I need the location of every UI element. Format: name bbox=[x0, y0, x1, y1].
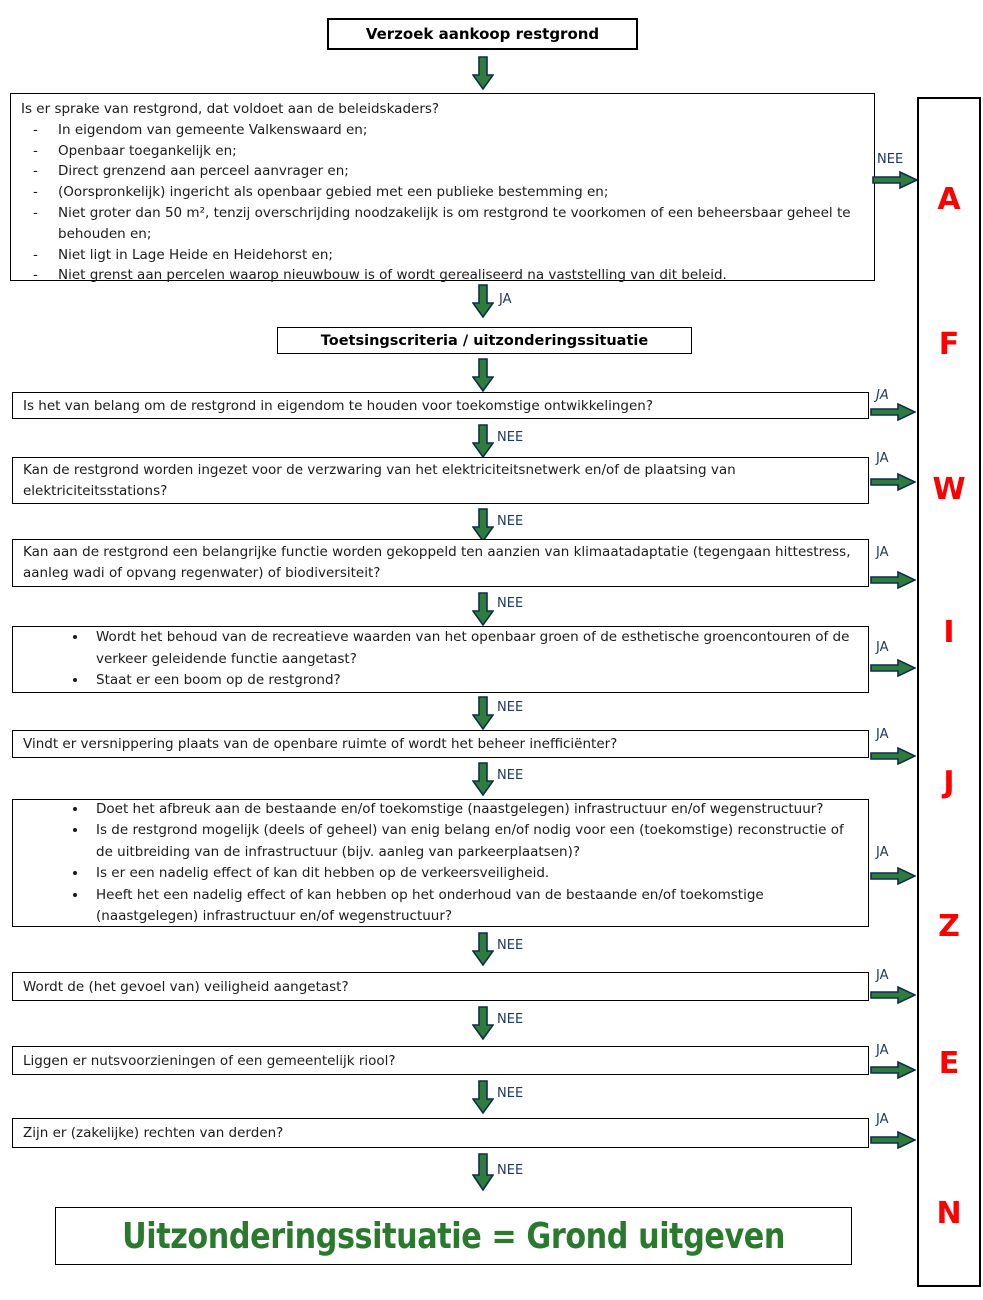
ja-label: JA bbox=[876, 968, 889, 983]
right-arrow-icon bbox=[870, 866, 916, 886]
reject-letter-a: A bbox=[937, 182, 961, 217]
down-arrow-icon bbox=[472, 932, 494, 966]
down-arrow-icon bbox=[472, 284, 494, 318]
question-box-1 bbox=[12, 392, 869, 419]
question-text: Is het van belang om de restgrond in eigendom te houden voor toekomstige ontwikkelingen? bbox=[23, 397, 653, 414]
down-arrow-icon bbox=[472, 696, 494, 730]
question-box-4 bbox=[12, 626, 869, 693]
bullet-item: • Is de restgrond mogelijk (deels of geheel) van enig belang en/of nodig voor een (toekomstige) reconstructie of de uitbreiding van de infrastructuur (bijv. aanleg van parkeerplaatsen)? bbox=[88, 820, 862, 863]
question-text: Kan de restgrond worden ingezet voor de verzwaring van het elektriciteitsnetwerk en/of de plaatsing van elektriciteitsstations? bbox=[23, 461, 736, 499]
right-arrow-icon bbox=[870, 746, 916, 766]
start-box-label: Verzoek aankoop restgrond bbox=[365, 25, 600, 43]
ja-label: JA bbox=[876, 640, 889, 655]
nee-label: NEE bbox=[497, 938, 524, 953]
bullet-item: • Is er een nadelig effect of kan dit hebben op de verkeersveiligheid. bbox=[88, 863, 862, 885]
criteria-item: - In eigendom van gemeente Valkenswaard en; bbox=[21, 120, 864, 141]
ja-label: JA bbox=[876, 1043, 889, 1058]
question-box-2 bbox=[12, 457, 869, 504]
bullet-item: • Wordt het behoud van de recreatieve waarden van het openbaar groen of de esthetische groencontouren of de verkeer geleidende functie aangetast? bbox=[88, 627, 862, 670]
result-box bbox=[55, 1207, 852, 1265]
criteria-box bbox=[10, 93, 875, 284]
right-arrow-icon bbox=[872, 170, 918, 190]
nee-label: NEE bbox=[497, 1086, 524, 1101]
down-arrow-icon bbox=[472, 1080, 494, 1114]
bullet-item: • Heeft het een nadelig effect of kan hebben op het onderhoud van de bestaande en/of toekomstige (naastgelegen) infrastructuur en/of wegenstructuur? bbox=[88, 885, 862, 928]
criteria-item: - Niet groter dan 50 m², tenzij overschrijding noodzakelijk is om restgrond te voorkomen of een beheersbaar geheel te behouden en; bbox=[21, 203, 864, 245]
reject-letter-w: W bbox=[932, 472, 966, 507]
question-text: Liggen er nutsvoorzieningen of een gemeentelijk riool? bbox=[23, 1052, 396, 1069]
section-header-label: Toetsingscriteria / uitzonderingssituatie bbox=[320, 332, 649, 349]
ja-label: JA bbox=[876, 727, 889, 742]
right-arrow-icon bbox=[870, 1130, 916, 1150]
down-arrow-icon bbox=[472, 1153, 494, 1191]
nee-label: NEE bbox=[497, 1163, 524, 1178]
question-box-7 bbox=[12, 972, 869, 1001]
right-arrow-icon bbox=[870, 402, 916, 422]
bullet-item: • Staat er een boom op de restgrond? bbox=[88, 670, 862, 692]
question-box-9 bbox=[12, 1118, 869, 1148]
question-text: Kan aan de restgrond een belangrijke functie worden gekoppeld ten aanzien van klimaatadaptatie (tegengaan hittestress, aanleg wadi of opvang regenwater) of biodiversiteit? bbox=[23, 544, 851, 581]
question-box-5 bbox=[12, 730, 869, 758]
ja-label: JA bbox=[876, 1112, 889, 1127]
nee-label: NEE bbox=[497, 430, 524, 445]
reject-letter-i: I bbox=[943, 615, 955, 650]
reject-letter-z: Z bbox=[938, 909, 960, 944]
criteria-item: - (Oorspronkelijk) ingericht als openbaar gebied met een publieke bestemming en; bbox=[21, 182, 864, 203]
reject-letter-n: N bbox=[936, 1196, 962, 1231]
question-bullets bbox=[13, 627, 868, 692]
question-text: Zijn er (zakelijke) rechten van derden? bbox=[23, 1125, 284, 1141]
result-label: Uitzonderingssituatie = Grond uitgeven bbox=[122, 1215, 785, 1257]
ja-label: JA bbox=[876, 545, 889, 560]
reject-letter-e: E bbox=[938, 1046, 960, 1081]
nee-label: NEE bbox=[497, 700, 524, 715]
question-box-8 bbox=[12, 1046, 869, 1075]
question-box-6 bbox=[12, 799, 869, 927]
down-arrow-icon bbox=[472, 56, 494, 90]
question-text: Vindt er versnippering plaats van de openbare ruimte of wordt het beheer inefficiënter? bbox=[23, 736, 618, 752]
criteria-item: - Niet grenst aan percelen waarop nieuwbouw is of wordt gerealiseerd na vaststelling van dit beleid. bbox=[21, 265, 864, 286]
reject-letter-j: J bbox=[943, 765, 955, 800]
criteria-item: - Direct grenzend aan perceel aanvrager en; bbox=[21, 161, 864, 182]
down-arrow-icon bbox=[472, 424, 494, 458]
nee-label: NEE bbox=[497, 514, 524, 529]
criteria-item: - Openbaar toegankelijk en; bbox=[21, 141, 864, 162]
question-box-3 bbox=[12, 539, 869, 587]
start-box bbox=[327, 18, 638, 50]
criteria-item: - Niet ligt in Lage Heide en Heidehorst en; bbox=[21, 245, 864, 266]
ja-label: JA bbox=[876, 388, 889, 403]
ja-label: JA bbox=[876, 451, 889, 466]
section-header-box bbox=[277, 327, 692, 354]
right-arrow-icon bbox=[870, 985, 916, 1005]
bullet-item: • Doet het afbreuk aan de bestaande en/of toekomstige (naastgelegen) infrastructuur en/of wegenstructuur? bbox=[88, 799, 862, 821]
nee-label: NEE bbox=[497, 596, 524, 611]
right-arrow-icon bbox=[870, 570, 916, 590]
question-text: Wordt de (het gevoel van) veiligheid aangetast? bbox=[23, 978, 349, 995]
right-arrow-icon bbox=[870, 1060, 916, 1080]
down-arrow-icon bbox=[472, 592, 494, 626]
nee-label: NEE bbox=[497, 768, 524, 783]
reject-column bbox=[917, 97, 981, 1287]
nee-label: NEE bbox=[497, 1012, 524, 1027]
right-arrow-icon bbox=[870, 472, 916, 492]
reject-letter-f: F bbox=[938, 327, 960, 362]
criteria-intro: Is er sprake van restgrond, dat voldoet aan de beleidskaders? bbox=[21, 101, 440, 117]
ja-label: JA bbox=[499, 292, 512, 307]
down-arrow-icon bbox=[472, 358, 494, 392]
down-arrow-icon bbox=[472, 508, 494, 542]
down-arrow-icon bbox=[472, 1006, 494, 1040]
nee-label: NEE bbox=[877, 152, 904, 167]
right-arrow-icon bbox=[870, 658, 916, 678]
down-arrow-icon bbox=[472, 762, 494, 796]
ja-label: JA bbox=[876, 845, 889, 860]
question-bullets bbox=[13, 799, 868, 928]
